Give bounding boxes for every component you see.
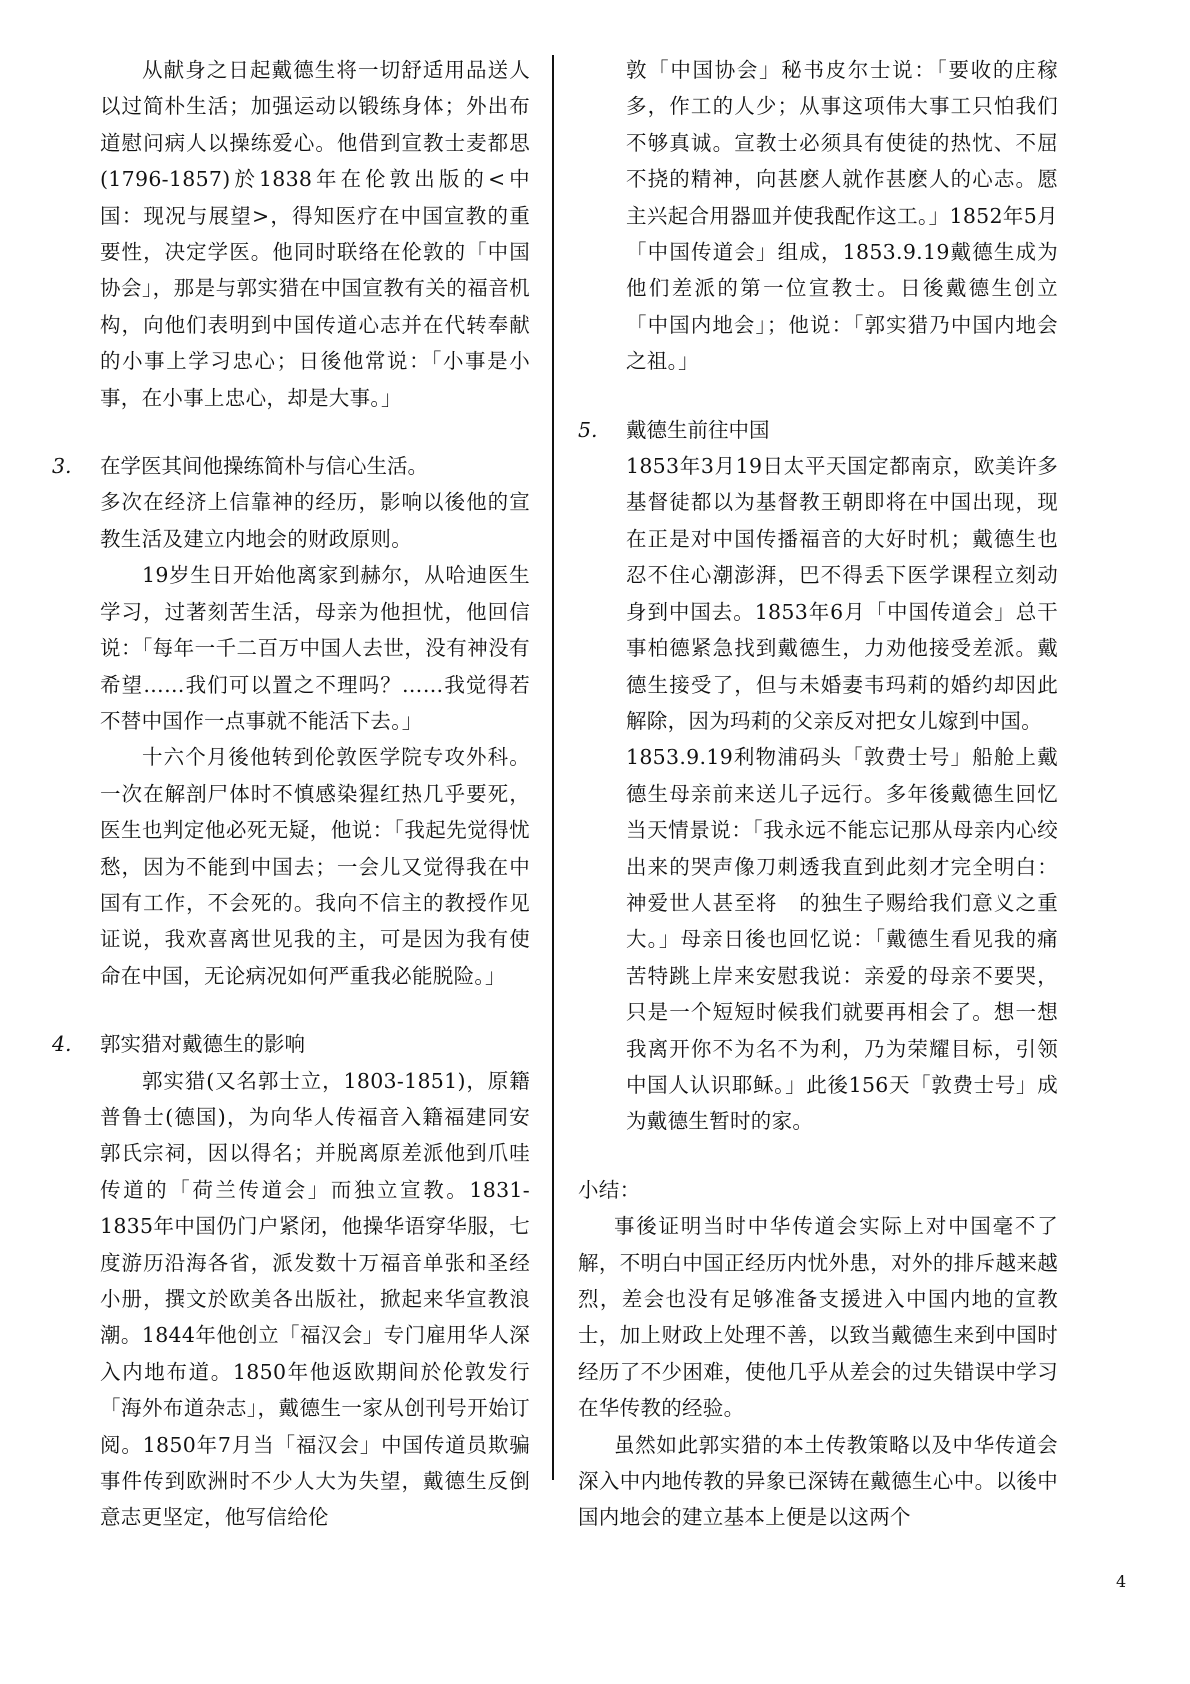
section-3-paragraph-1: 多次在经济上信靠神的经历，影响以後他的宣教生活及建立内地会的财政原则。 <box>100 490 530 551</box>
section-3-paragraph-2: 19岁生日开始他离家到赫尔，从哈迪医生学习，过著刻苦生活，母亲为他担忧，他回信说：「每年一千二百万中国人去世，没有神没有希望……我们可以置之不理吗？……我觉得若不替中国作一点事就不能活下去。」 <box>100 563 530 733</box>
section-3-number: 3. <box>52 454 72 479</box>
section-4-title: 郭实猎对戴德生的影响 <box>100 1032 305 1057</box>
section-5-heading <box>578 412 1058 448</box>
intro-paragraph: 从献身之日起戴德生将一切舒适用品送人以过简朴生活；加强运动以锻练身体；外出布道慰问病人以操练爱心。他借到宣教士麦都思(1796-1857)於1838年在伦敦出版的<中国：现况与展望>，得知医疗在中国宣教的重要性，决定学医。他同时联络在伦敦的「中国协会」，那是与郭实猎在中国宣教有关的福音机构，向他们表明到中国传道心志并在代转奉献的小事上学习忠心；日後他常说：「小事是小事，在小事上忠心，却是大事。」 <box>100 58 530 410</box>
page-number: 4 <box>1116 1572 1127 1591</box>
section-3-title: 在学医其间他操练简朴与信心生活。 <box>100 454 428 479</box>
left-column <box>52 52 530 1536</box>
continued-paragraph: 敦「中国协会」秘书皮尔士说：「要收的庄稼多，作工的人少；从事这项伟大事工只怕我们不够真诚。宣教士必须具有使徒的热忱、不屈不挠的精神，向甚麽人就作甚麽人的心志。愿主兴起合用器皿并使我配作这工。」1852年5月「中国传道会」组成，1853.9.19戴德生成为他们差派的第一位宣教士。日後戴德生创立「中国内地会」；他说：「郭实猎乃中国内地会之祖。」 <box>626 58 1058 374</box>
summary-paragraph-1: 事後证明当时中华传道会实际上对中国毫不了解，不明白中国正经历内忧外患，对外的排斥越来越烈，差会也没有足够准备支援进入中国内地的宣教士，加上财政上处理不善，以致当戴德生来到中国时经历了不少困难，使他几乎从差会的过失错误中学习在华传教的经验。 <box>578 1214 1058 1421</box>
section-5-paragraph-2: 1853.9.19利物浦码头「敦费士号」船舱上戴德生母亲前来送儿子远行。多年後戴德生回忆当天情景说：「我永远不能忘记那从母亲内心绞出来的哭声像刀刺透我直到此刻才完全明白：神爱世人甚至将 的独生子赐给我们意义之重大。」母亲日後也回忆说：「戴德生看见我的痛苦特跳上岸来安慰我说：亲爱的母亲不要哭，只是一个短短时候我们就要再相会了。想一想我离开你不为名不为利，乃为荣耀目标，引领中国人认识耶稣。」此後156天「敦费士号」成为戴德生暂时的家。 <box>626 745 1058 1134</box>
summary-paragraph-2: 虽然如此郭实猎的本土传教策略以及中华传道会深入中内地传教的异象已深铸在戴德生心中。以後中国内地会的建立基本上便是以这两个 <box>578 1432 1058 1530</box>
column-divider <box>552 55 554 1480</box>
section-3-heading <box>52 448 530 484</box>
section-5-title: 戴德生前往中国 <box>626 417 770 442</box>
right-column <box>578 52 1058 1536</box>
section-4-number: 4. <box>52 1032 72 1057</box>
section-3-paragraph-3: 十六个月後他转到伦敦医学院专攻外科。一次在解剖尸体时不慎感染猩红热几乎要死，医生也判定他必死无疑，他说：「我起先觉得忧愁，因为不能到中国去；一会儿又觉得我在中国有工作，不会死的。我向不信主的教授作见证说，我欢喜离世见我的主，可是因为我有使命在中国，无论病况如何严重我必能脱险。」 <box>100 745 530 988</box>
section-4-heading <box>52 1026 530 1062</box>
section-5-paragraph-1: 1853年3月19日太平天国定都南京，欧美许多基督徒都以为基督教王朝即将在中国出现，现在正是对中国传播福音的大好时机；戴德生也忍不住心潮澎湃，巴不得丢下医学课程立刻动身到中国去。1853年6月「中国传道会」总干事柏德紧急找到戴德生，力劝他接受差派。戴德生接受了，但与未婚妻韦玛莉的婚约却因此解除，因为玛莉的父亲反对把女儿嫁到中国。 <box>626 454 1058 733</box>
summary-title: 小结： <box>578 1177 641 1202</box>
section-4-paragraph-1: 郭实猎(又名郭士立，1803-1851)，原籍普鲁士(德国)，为向华人传福音入籍福建同安郭氏宗祠，因以得名；并脱离原差派他到爪哇传道的「荷兰传道会」而独立宣教。1831-1835年中国仍门户紧闭，他操华语穿华服，七度游历沿海各省，派发数十万福音单张和圣经小册，撰文於欧美各出版社，掀起来华宣教浪潮。1844年他创立「福汉会」专门雇用华人深入内地布道。1850年他返欧期间於伦敦发行「海外布道杂志」，戴德生一家从创刊号开始订阅。1850年7月当「福汉会」中国传道员欺骗事件传到欧洲时不少人大为失望，戴德生反倒意志更坚定，他写信给伦 <box>100 1068 530 1530</box>
section-5-number: 5. <box>578 417 598 442</box>
